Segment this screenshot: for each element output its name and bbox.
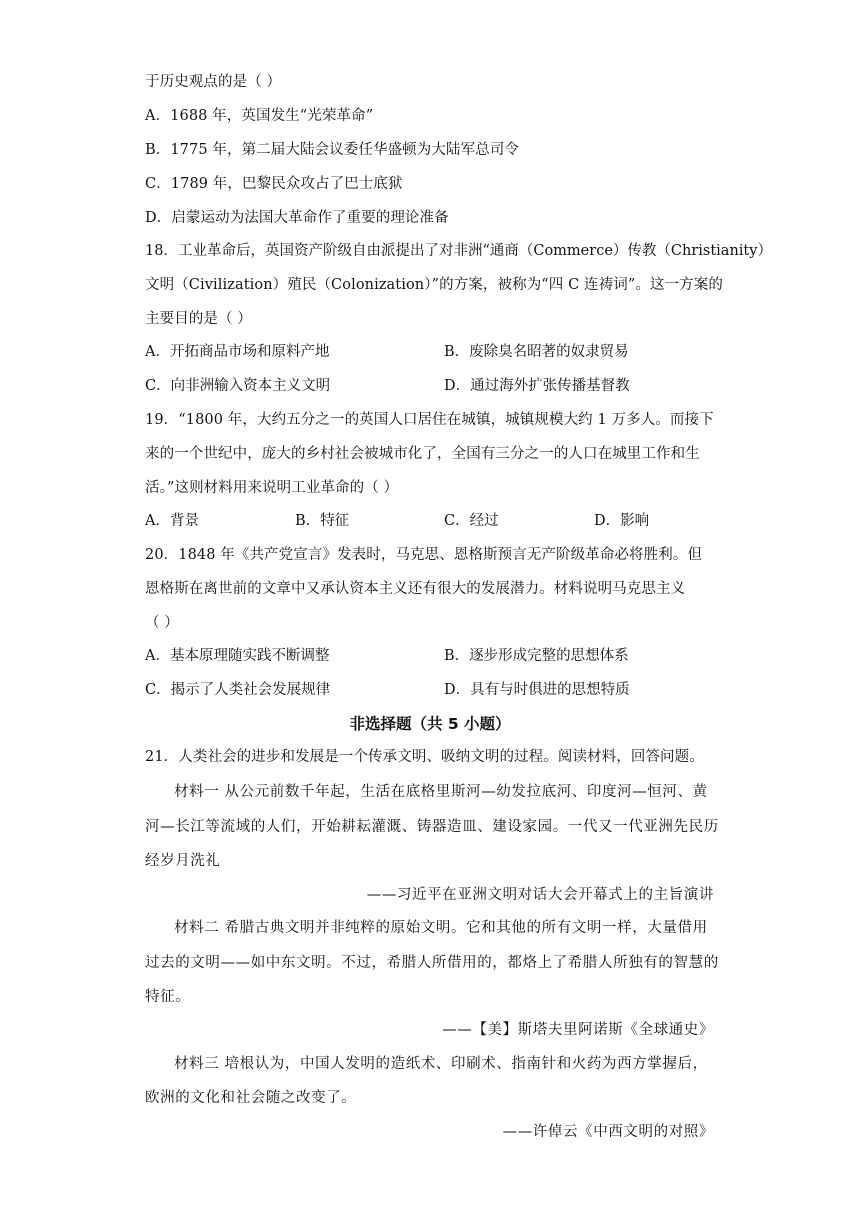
- q19-option-b: B．特征: [295, 513, 350, 529]
- q18-option-c: C．向非洲输入资本主义文明: [145, 378, 331, 394]
- q17-option-b: B．1775 年，第二届大陆会议委任华盛顿为大陆军总司令: [145, 142, 519, 158]
- q19-option-d: D．影响: [594, 513, 650, 529]
- q21-material2-line2: 过去的文明——如中东文明。不过，希腊人所借用的，都烙上了希腊人所独有的智慧的: [145, 955, 719, 971]
- q17-option-a: A．1688 年，英国发生“光荣革命”: [145, 108, 374, 124]
- q19-option-c: C．经过: [444, 513, 499, 529]
- q21-material1-line3: 经岁月洗礼: [145, 853, 221, 869]
- q19-stem-line1: 19．“1800 年，大约五分之一的英国人口居住在城镇，城镇规模大约 1 万多人。而接下: [145, 412, 714, 428]
- q19-stem-line2: 来的一个世纪中，庞大的乡村社会被城市化了，全国有三分之一的人口在城里工作和生: [145, 446, 700, 462]
- q21-material3-source: ——许倬云《中西文明的对照》: [502, 1124, 714, 1140]
- q18-stem-line3: 主要目的是（ ）: [145, 311, 252, 327]
- q20-stem-line1: 20．1848 年《共产党宣言》发表时，马克思、恩格斯预言无产阶级革命必将胜利。但: [145, 547, 703, 563]
- q21-stem: 21．人类社会的进步和发展是一个传承文明、吸纳文明的过程。阅读材料，回答问题。: [145, 749, 704, 765]
- q21-material1-source: ——习近平在亚洲文明对话大会开幕式上的主旨演讲: [366, 887, 714, 903]
- q18-option-a: A．开拓商品市场和原料产地: [145, 344, 330, 360]
- q20-stem-line2: 恩格斯在离世前的文章中又承认资本主义还有很大的发展潜力。材料说明马克思主义: [145, 581, 686, 597]
- q20-stem-line3: （ ）: [145, 615, 179, 631]
- q19-option-a: A．背景: [145, 513, 199, 529]
- q20-option-d: D．具有与时俱进的思想特质: [444, 682, 630, 698]
- section-heading: 非选择题（共 5 小题）: [349, 715, 511, 733]
- q17-option-c: C．1789 年，巴黎民众攻占了巴士底狱: [145, 176, 403, 192]
- q20-option-a: A．基本原理随实践不断调整: [145, 648, 330, 664]
- q21-material1-line2: 河—长江等流域的人们，开始耕耘灌溉、铸器造皿、建设家园。一代又一代亚洲先民历: [145, 819, 719, 835]
- q17-option-d: D．启蒙运动为法国大革命作了重要的理论准备: [145, 210, 449, 226]
- q18-stem-line2: 文明（Civilization）殖民（Colonization）”的方案，被称为“四 C 连祷词”。这一方案的: [145, 277, 723, 293]
- q17-stem-end: 于历史观点的是（ ）: [145, 74, 282, 90]
- q21-material2-line3: 特征。: [145, 989, 191, 1005]
- q21-material1-line1: 材料一 从公元前数千年起，生活在底格里斯河—幼发拉底河、印度河—恒河、黄: [174, 784, 708, 800]
- q18-option-b: B．废除臭名昭著的奴隶贸易: [444, 344, 629, 360]
- q18-stem-line1: 18．工业革命后，英国资产阶级自由派提出了对非洲“通商（Commerce）传教（Christianity）: [145, 243, 772, 259]
- q21-material2-line1: 材料二 希腊古典文明并非纯粹的原始文明。它和其他的所有文明一样，大量借用: [174, 920, 708, 936]
- q21-material3-line1: 材料三 培根认为，中国人发明的造纸术、印刷术、指南针和火药为西方掌握后，: [174, 1056, 708, 1072]
- q21-material2-source: ——【美】斯塔夫里阿诺斯《全球通史》: [442, 1022, 714, 1038]
- q20-option-b: B．逐步形成完整的思想体系: [444, 648, 629, 664]
- q18-option-d: D．通过海外扩张传播基督教: [444, 378, 630, 394]
- q19-stem-line3: 活。”这则材料用来说明工业革命的（ ）: [145, 480, 399, 496]
- q20-option-c: C．揭示了人类社会发展规律: [145, 682, 331, 698]
- q21-material3-line2: 欧洲的文化和社会随之改变了。: [145, 1090, 357, 1106]
